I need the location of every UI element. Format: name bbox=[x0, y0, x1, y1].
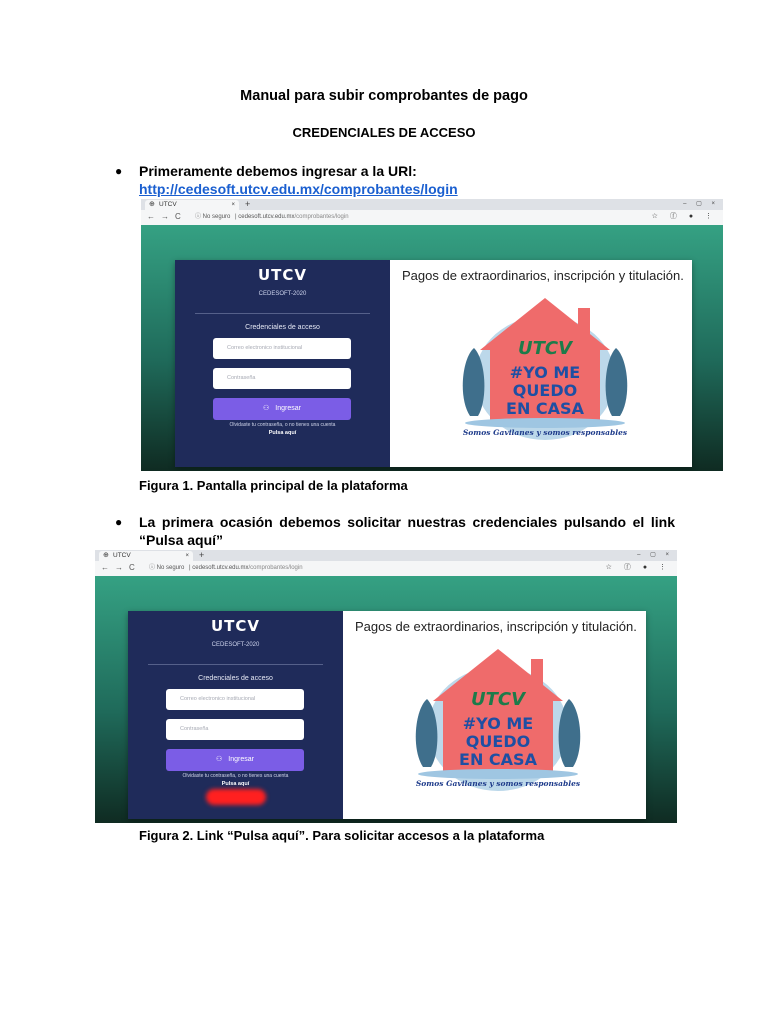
divider bbox=[148, 664, 323, 665]
address-separator: | bbox=[235, 214, 237, 220]
new-tab-button[interactable]: + bbox=[199, 550, 205, 560]
back-icon[interactable]: ← bbox=[147, 212, 155, 221]
divider bbox=[195, 313, 370, 314]
browser-tab[interactable] bbox=[145, 200, 239, 210]
login-card bbox=[175, 260, 692, 467]
credentials-label: Credenciales de acceso bbox=[198, 675, 273, 682]
login-button-label: Ingresar bbox=[275, 405, 301, 412]
utcv-logo: UTCV bbox=[210, 617, 261, 635]
forgot-text: Olvidaste tu contraseña, o no tienes una cuenta bbox=[182, 773, 289, 779]
window-controls[interactable]: – ▢ × bbox=[683, 201, 719, 207]
add-user-icon: ⚇ bbox=[263, 405, 270, 412]
tab-bar bbox=[95, 550, 677, 561]
forgot-text: Olvidaste tu contraseña, o no tienes una cuenta bbox=[229, 422, 336, 428]
pulsa-aqui-link[interactable]: Pulsa aquí bbox=[221, 781, 250, 787]
promo-brand: UTCV bbox=[470, 689, 526, 710]
browser-chrome bbox=[95, 550, 677, 576]
logo-subtitle: CEDESOFT-2020 bbox=[258, 291, 307, 297]
logo-subtitle: CEDESOFT-2020 bbox=[211, 642, 260, 648]
quedo-en-casa-illustration bbox=[403, 639, 593, 799]
figure-1-caption: Figura 1. Pantalla principal de la plataforma bbox=[139, 478, 408, 493]
utcv-logo: UTCV bbox=[257, 266, 308, 284]
forward-icon[interactable]: → bbox=[115, 563, 123, 572]
window-controls[interactable]: – ▢ × bbox=[637, 552, 673, 558]
screenshot-figure-2 bbox=[95, 550, 677, 823]
toolbar-icons[interactable]: ☆ ⓕ ● ⋮ bbox=[605, 564, 671, 571]
reload-icon[interactable]: C bbox=[175, 212, 181, 221]
nav-bar bbox=[141, 210, 723, 225]
step-2-text: La primera ocasión debemos solicitar nuestras credenciales pulsando el link “Pulsa aquí” bbox=[139, 514, 675, 548]
browser-tab[interactable] bbox=[99, 551, 193, 561]
url-host: cedesoft.utcv.edu.mx bbox=[192, 565, 249, 571]
forward-icon[interactable]: → bbox=[161, 212, 169, 221]
url-path: /comprobantes/login bbox=[294, 214, 349, 220]
add-user-icon: ⚇ bbox=[216, 756, 223, 763]
email-field[interactable]: Correo electronico institucional bbox=[213, 338, 351, 359]
browser-chrome bbox=[141, 199, 723, 225]
password-field[interactable]: Contraseña bbox=[166, 719, 304, 740]
login-url-link[interactable]: http://cedesoft.utcv.edu.mx/comprobantes/login bbox=[139, 181, 458, 197]
globe-icon: ⊕ bbox=[149, 201, 155, 208]
motto: Somos Gavilanes y somos responsables bbox=[415, 779, 581, 788]
promo-panel bbox=[390, 260, 692, 467]
email-field[interactable]: Correo electronico institucional bbox=[166, 689, 304, 710]
motto: Somos Gavilanes y somos responsables bbox=[462, 428, 628, 437]
pulsa-aqui-link[interactable]: Pulsa aquí bbox=[268, 430, 297, 436]
login-card bbox=[128, 611, 646, 819]
step-1 bbox=[115, 162, 659, 198]
step-1-text: Primeramente debemos ingresar a la URl: bbox=[139, 163, 417, 179]
tab-bar bbox=[141, 199, 723, 210]
back-icon[interactable]: ← bbox=[101, 563, 109, 572]
nav-bar bbox=[95, 561, 677, 576]
close-icon[interactable]: × bbox=[185, 553, 189, 559]
slogan-line-2: QUEDO bbox=[465, 732, 531, 751]
tab-title: UTCV bbox=[113, 552, 131, 559]
login-button-label: Ingresar bbox=[228, 756, 254, 763]
new-tab-button[interactable]: + bbox=[245, 199, 251, 209]
close-icon[interactable]: × bbox=[231, 202, 235, 208]
login-panel bbox=[175, 260, 390, 467]
step-2 bbox=[115, 513, 675, 549]
bullet-dot: ● bbox=[115, 515, 123, 529]
slogan-line-3: EN CASA bbox=[459, 750, 537, 769]
document-title: Manual para subir comprobantes de pago bbox=[240, 88, 528, 104]
address-separator: | bbox=[189, 565, 191, 571]
slogan-line-1: #YO ME bbox=[462, 714, 534, 733]
tab-title: UTCV bbox=[159, 201, 177, 208]
slogan-line-1: #YO ME bbox=[509, 363, 581, 382]
figure-2-caption: Figura 2. Link “Pulsa aquí”. Para solicitar accesos a la plataforma bbox=[139, 828, 545, 843]
promo-brand: UTCV bbox=[517, 338, 573, 359]
promo-title: Pagos de extraordinarios, inscripción y titulación. bbox=[402, 268, 684, 283]
section-subtitle: CREDENCIALES DE ACCESO bbox=[292, 125, 476, 140]
not-secure-label: ⓘ No seguro bbox=[195, 214, 231, 220]
not-secure-label: ⓘ No seguro bbox=[149, 565, 185, 571]
login-button[interactable] bbox=[213, 398, 351, 420]
reload-icon[interactable]: C bbox=[129, 563, 135, 572]
password-field[interactable]: Contraseña bbox=[213, 368, 351, 389]
promo-title: Pagos de extraordinarios, inscripción y titulación. bbox=[355, 619, 637, 634]
globe-icon: ⊕ bbox=[103, 552, 109, 559]
screenshot-figure-1 bbox=[141, 199, 723, 471]
promo-panel bbox=[343, 611, 646, 819]
slogan-line-3: EN CASA bbox=[506, 399, 584, 418]
address-bar[interactable] bbox=[195, 212, 633, 223]
bullet-dot: ● bbox=[115, 164, 123, 178]
credentials-label: Credenciales de acceso bbox=[245, 324, 320, 331]
slogan-line-2: QUEDO bbox=[512, 381, 578, 400]
url-path: /comprobantes/login bbox=[248, 565, 303, 571]
login-panel bbox=[128, 611, 343, 819]
login-button[interactable] bbox=[166, 749, 304, 771]
quedo-en-casa-illustration bbox=[450, 288, 640, 448]
toolbar-icons[interactable]: ☆ ⓕ ● ⋮ bbox=[651, 213, 717, 220]
url-host: cedesoft.utcv.edu.mx bbox=[238, 214, 295, 220]
red-highlight-marker bbox=[206, 789, 266, 805]
address-bar[interactable] bbox=[149, 563, 587, 574]
